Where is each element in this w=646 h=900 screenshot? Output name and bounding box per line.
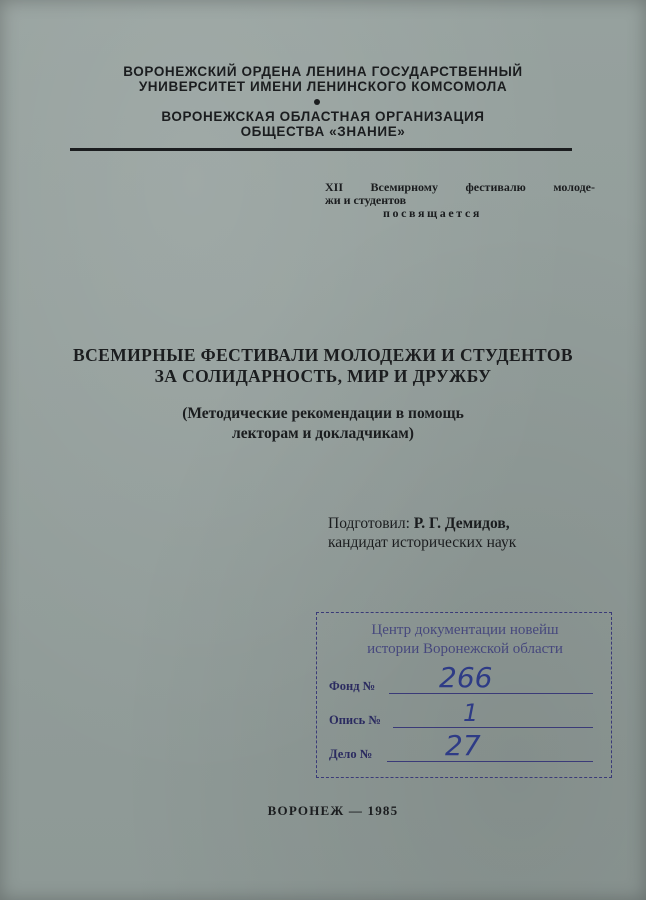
stamp-line-1: Центр документации новейш: [371, 622, 559, 638]
stamp-fond-value: 266: [439, 661, 493, 694]
title-line-1: ВСЕМИРНЫЕ ФЕСТИВАЛИ МОЛОДЕЖИ И СТУДЕНТОВ: [73, 345, 573, 365]
stamp-opis-line: [393, 727, 593, 728]
title-line-2: ЗА СОЛИДАРНОСТЬ, МИР И ДРУЖБУ: [154, 366, 492, 386]
stamp-delo-value: 27: [445, 729, 481, 762]
dedication: [325, 181, 595, 220]
dedication-line-1: XII Всемирному фестивалю молоде-: [325, 180, 595, 194]
dedication-line-3: посвящается: [383, 206, 482, 220]
subtitle-line-1: (Методические рекомендации в помощь: [182, 405, 464, 422]
document-title: [40, 345, 606, 387]
stamp-opis-value: 1: [463, 699, 479, 727]
publication-place-year: ВОРОНЕЖ — 1985: [267, 803, 399, 818]
stamp-delo-line: [387, 761, 593, 762]
stamp-delo-label: Дело №: [329, 747, 373, 761]
author-prefix: Подготовил:: [328, 515, 410, 532]
archive-stamp: [316, 612, 612, 778]
stamp-line-2: истории Воронежской области: [367, 641, 563, 657]
stamp-opis-label: Опись №: [329, 713, 381, 727]
document-subtitle: [80, 404, 566, 444]
stamp-header: [325, 621, 605, 659]
institution-line-4: ОБЩЕСТВА «ЗНАНИЕ»: [240, 124, 406, 139]
author-degree: кандидат исторических наук: [328, 534, 517, 551]
stamp-fond-label: Фонд №: [329, 679, 376, 693]
institution-line-2: УНИВЕРСИТЕТ ИМЕНИ ЛЕНИНСКОГО КОМСОМОЛА: [138, 79, 508, 94]
dedication-line-2: жи и студентов: [325, 193, 407, 207]
institution-society: [40, 109, 606, 139]
institution-line-1: ВОРОНЕЖСКИЙ ОРДЕНА ЛЕНИНА ГОСУДАРСТВЕННЫЙ: [123, 64, 523, 79]
subtitle-line-2: лекторам и докладчикам): [232, 425, 414, 442]
author-name: Р. Г. Демидов,: [413, 515, 510, 532]
institution-university: [40, 64, 606, 94]
institution-line-3: ВОРОНЕЖСКАЯ ОБЛАСТНАЯ ОРГАНИЗАЦИЯ: [161, 109, 485, 124]
header-rule: [70, 148, 572, 151]
separator-dot: [314, 99, 320, 105]
author-block: [328, 514, 516, 552]
